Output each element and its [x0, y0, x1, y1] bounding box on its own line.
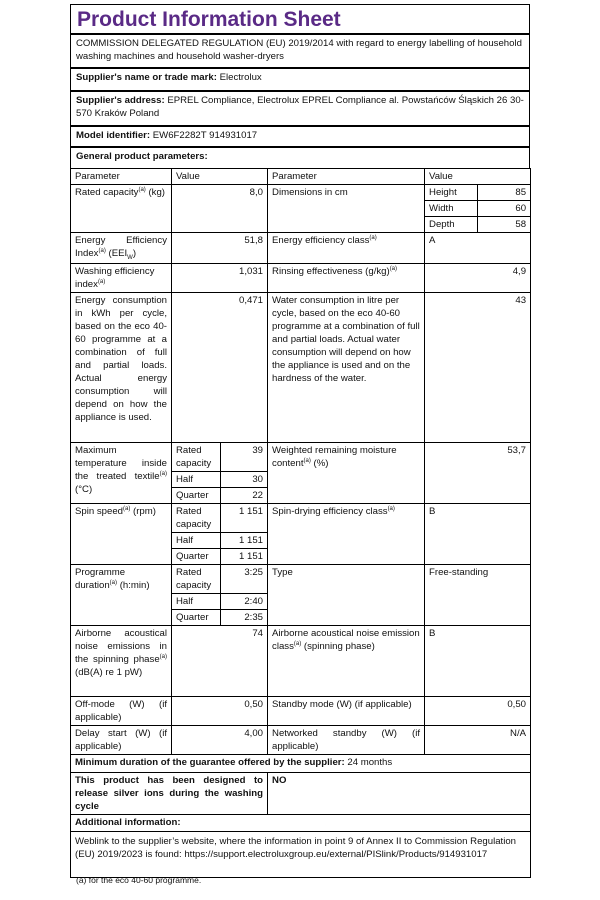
- width-value: 60: [478, 201, 531, 217]
- page-title: Product Information Sheet: [77, 8, 341, 31]
- eei-label: Energy Efficiency Index$^{(a)}$ $(EEI_W)$: [71, 233, 172, 264]
- energy-label: Energy consumption in kWh per cycle, based on the eco 40-60 programme at a combination of full and partial loads. Actual energy consumption will depend on how the appliance is used.: [71, 293, 172, 443]
- width-label: Width: [425, 201, 478, 217]
- general-label: General product parameters:: [76, 151, 208, 162]
- water-value: 43: [425, 293, 531, 443]
- depth-label: Depth: [425, 217, 478, 233]
- load-half-label: Half: [172, 472, 221, 488]
- supplier-address-box: [70, 91, 530, 126]
- rinsing-value: 4,9: [425, 264, 531, 293]
- networked-label: Networked standby (W) (if applicable): [268, 726, 425, 755]
- supplier-name-label: Supplier's name or trade mark:: [76, 72, 217, 83]
- load-quarter-label: Quarter: [172, 488, 221, 504]
- standby-label: Standby mode (W) (if applicable): [268, 697, 425, 726]
- dimensions-label: Dimensions in cm: [268, 185, 425, 233]
- moisture-value: 53,7: [425, 443, 531, 504]
- efficiency-class-label: Energy efficiency class$^{(a)}$: [268, 233, 425, 264]
- model-label: Model identifier:: [76, 130, 151, 141]
- moisture-label: Weighted remaining moisture content$^{(a)}$ (%): [268, 443, 425, 504]
- spin-class-label: Spin-drying efficiency class$^{(a)}$: [268, 504, 425, 565]
- regulation-text: COMMISSION DELEGATED REGULATION (EU) 2019/2014 with regard to energy labelling of household washing machines and household washer-dryers: [76, 38, 522, 62]
- noise-class-label: Airborne acoustical noise emission class$^{(a)}$ (spinning phase): [268, 626, 425, 697]
- type-label: Type: [268, 565, 425, 626]
- header-value-2: Value: [425, 169, 531, 185]
- load-quarter-label: Quarter: [172, 549, 221, 565]
- washing-index-value: 1,031: [172, 264, 268, 293]
- load-rated-label: Rated capacity: [172, 565, 221, 594]
- max-temp-rated: 39: [221, 443, 268, 472]
- model-box: [70, 126, 530, 147]
- additional-label: Additional information:: [71, 815, 531, 832]
- model-identifier: EW6F2282T 914931017: [152, 130, 258, 141]
- networked-value: N/A: [425, 726, 531, 755]
- load-rated-label: Rated capacity: [172, 504, 221, 533]
- guarantee-row: [71, 755, 531, 773]
- rated-capacity-label: Rated capacity$^{(a)}$ (kg): [71, 185, 172, 233]
- guarantee-value: 24 months: [347, 757, 393, 768]
- rated-capacity-value: 8,0: [172, 185, 268, 233]
- washing-index-label: Washing efficiency index$^{(a)}$: [71, 264, 172, 293]
- max-temp-half: 30: [221, 472, 268, 488]
- spin-class-value: B: [425, 504, 531, 565]
- load-quarter-label: Quarter: [172, 610, 221, 626]
- page-title-box: [70, 4, 530, 34]
- regulation-box: [70, 34, 530, 68]
- eei-value: 51,8: [172, 233, 268, 264]
- water-label: Water consumption in litre per cycle, based on the eco 40-60 programme at a combination of full and partial loads. Actual water consumption will depend on how the appliance is used and on the hardness of the water.: [268, 293, 425, 443]
- off-mode-label: Off-mode (W) (if applicable): [71, 697, 172, 726]
- spin-speed-quarter: 1 151: [221, 549, 268, 565]
- footnote: (a) for the eco 40-60 programme.: [76, 875, 202, 885]
- delay-value: 4,00: [172, 726, 268, 755]
- noise-class-value: B: [425, 626, 531, 697]
- header-parameter: Parameter: [71, 169, 172, 185]
- supplier-name-box: [70, 68, 530, 91]
- supplier-address-label: Supplier's address:: [76, 95, 165, 106]
- energy-value: 0,471: [172, 293, 268, 443]
- noise-value: 74: [172, 626, 268, 697]
- supplier-name: Electrolux: [219, 72, 262, 83]
- height-value: 85: [478, 185, 531, 201]
- programme-rated: 3:25: [221, 565, 268, 594]
- spin-speed-label: Spin speed$^{(a)}$ (rpm): [71, 504, 172, 565]
- rinsing-label: Rinsing effectiveness $(g/kg)^{(a)}$: [268, 264, 425, 293]
- header-parameter-2: Parameter: [268, 169, 425, 185]
- silver-label: This product has been designed to release silver ions during the washing cycle: [71, 773, 268, 815]
- standby-value: 0,50: [425, 697, 531, 726]
- supplier-address: EPREL Compliance, Electrolux EPREL Compliance al. Powstańców Śląskich 26 30-570 Kraków Poland: [76, 95, 524, 119]
- spin-speed-rated: 1 151: [221, 504, 268, 533]
- max-temp-label: Maximum temperature inside the treated textile$^{(a)}$ (°C): [71, 443, 172, 504]
- height-label: Height: [425, 185, 478, 201]
- parameters-table: [70, 168, 531, 878]
- spin-speed-half: 1 151: [221, 533, 268, 549]
- max-temp-quarter: 22: [221, 488, 268, 504]
- header-value: Value: [172, 169, 268, 185]
- load-half-label: Half: [172, 594, 221, 610]
- depth-value: 58: [478, 217, 531, 233]
- general-box: [70, 147, 530, 169]
- efficiency-class-value: A: [425, 233, 531, 264]
- programme-quarter: 2:35: [221, 610, 268, 626]
- weblink: Weblink to the supplier’s website, where the information in point 9 of Annex II to Commission Regulation (EU) 2019/2023 is found: https://support.electroluxgroup.eu/external/PISlink/Products/914931017: [71, 832, 531, 878]
- delay-label: Delay start (W) (if applicable): [71, 726, 172, 755]
- table-header-row: [71, 169, 531, 185]
- silver-value: NO: [268, 773, 531, 815]
- programme-half: 2:40: [221, 594, 268, 610]
- load-half-label: Half: [172, 533, 221, 549]
- programme-label: Programme duration$^{(a)}$ (h:min): [71, 565, 172, 626]
- type-value: Free-standing: [425, 565, 531, 626]
- noise-label: Airborne acoustical noise emissions in the spinning phase$^{(a)}$ (dB(A) re 1 pW): [71, 626, 172, 697]
- guarantee-label: Minimum duration of the guarantee offered by the supplier:: [75, 757, 345, 768]
- load-rated-label: Rated capacity: [172, 443, 221, 472]
- off-mode-value: 0,50: [172, 697, 268, 726]
